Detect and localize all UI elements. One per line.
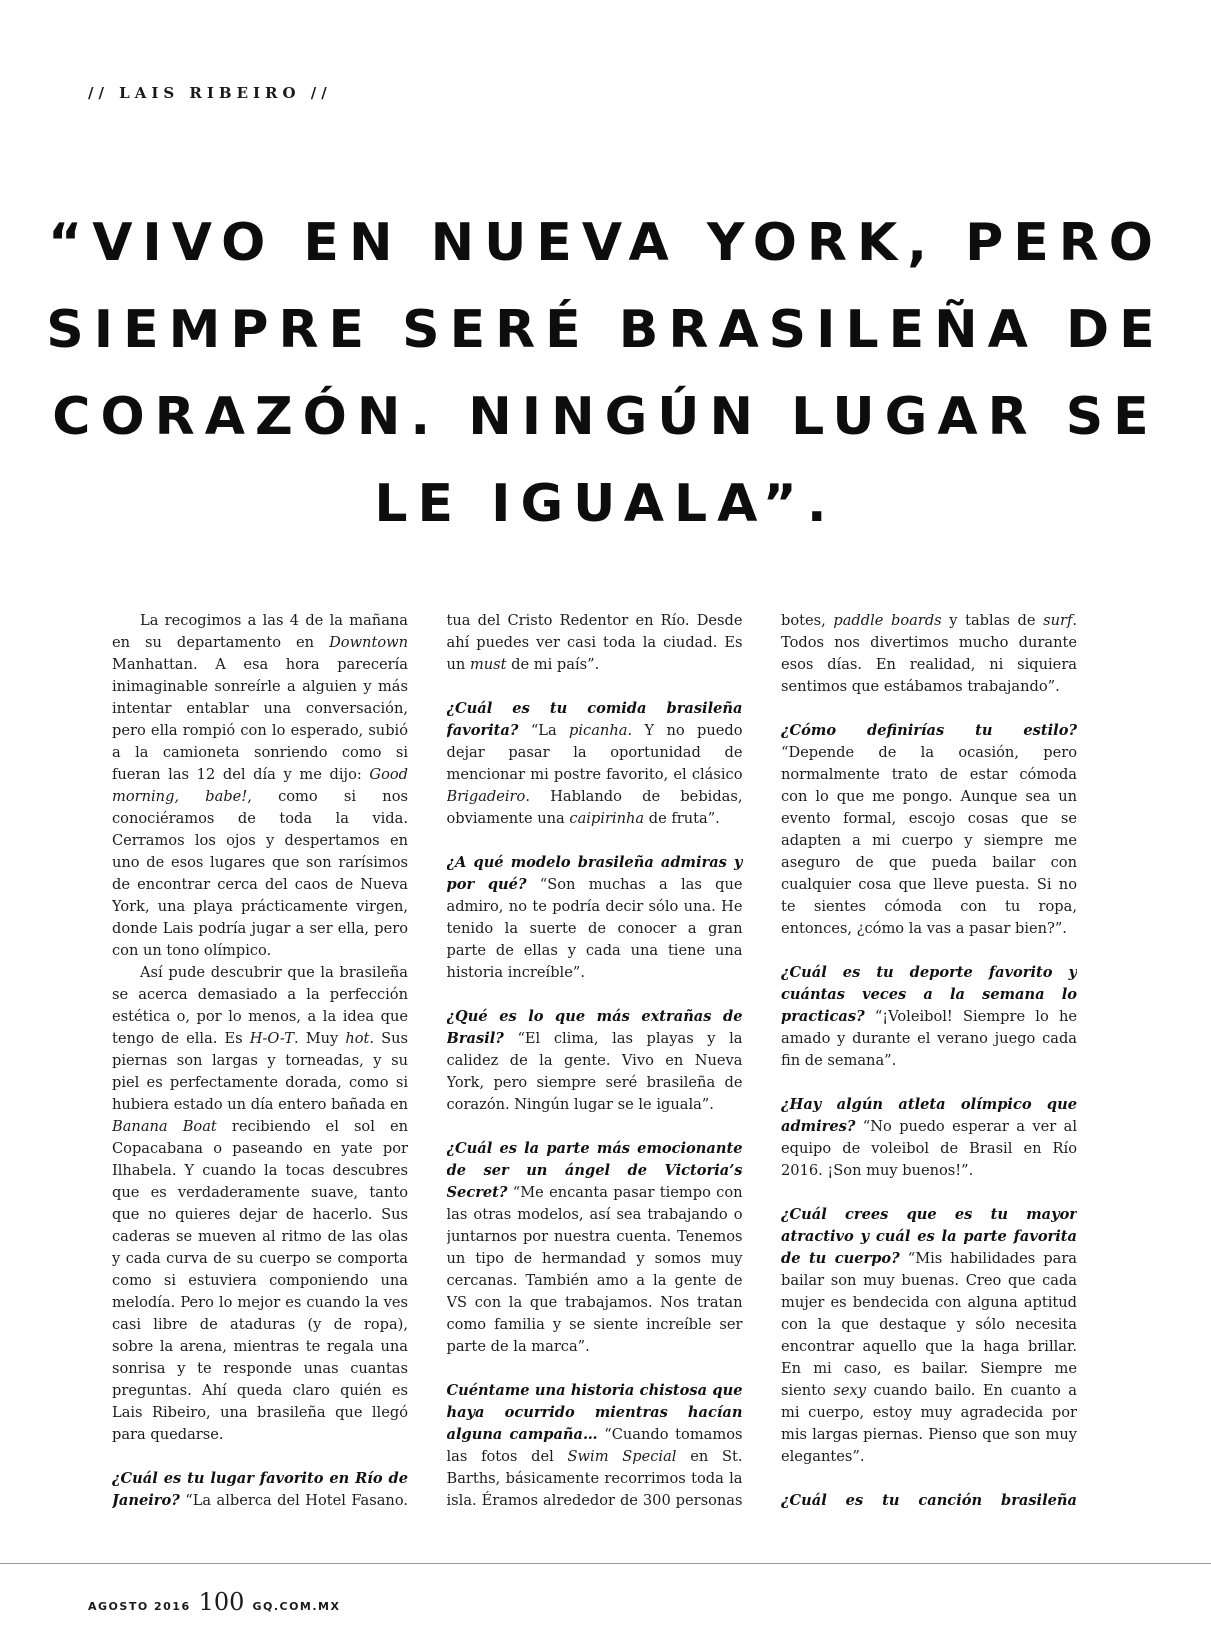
page-footer	[88, 1588, 340, 1620]
answer: “El clima, las playas y la calidez de la gente. Vivo en Nueva York, pero siempre seré brasileña de corazón. Ningún lugar se le iguala”.	[446, 1030, 743, 1113]
answer: “¡Voleibol! Siempre lo he amado y durante el verano juego cada fin de semana”.	[781, 1008, 1077, 1069]
section-kicker: // LAIS RIBEIRO //	[88, 84, 332, 102]
answer: “Son muchas a las que admiro, no te podría decir sólo una. He tenido la suerte de conocer a gran parte de ellas y cada una tiene una historia increíble”.	[446, 876, 743, 981]
intro-paragraph-1: La recogimos a las 4 de la mañana en su departamento en Downtown Manhattan. A esa hora parecería inimaginable sonreírle a alguien y más intentar entablar una conversación, pero ella rompió con lo esperado, subió a la camioneta sonriendo como si fueran las 12 del día y me dijo: Good morning, babe!, como si nos conociéramos de toda la vida. Cerramos los ojos y despertamos en uno de esos lugares que son rarísimos de encontrar cerca del caos de Nueva York, una playa prácticamente virgen, donde Lais podría jugar a ser ella, pero con un tono olímpico.	[112, 612, 408, 959]
question: ¿Qué es lo que más extrañas de Brasil?	[446, 1008, 743, 1047]
question: ¿Cuál es tu deporte favorito y cuántas veces a la semana lo practicas?	[781, 964, 1077, 1025]
answer-continuation: tua del Cristo Redentor en Río. Desde ahí puedes ver casi toda la ciudad. Es un must de mi país”.	[446, 612, 743, 673]
question: ¿A qué modelo brasileña admiras y por qué?	[446, 854, 743, 893]
qa-block	[781, 720, 1077, 940]
answer: “No puedo esperar a ver al equipo de voleibol de Brasil en Río 2016. ¡Son muy buenos!”.	[781, 1118, 1077, 1179]
question: ¿Hay algún atleta olímpico que admires?	[781, 1096, 1077, 1135]
article-column-1	[112, 610, 408, 1510]
article-column-2	[447, 610, 743, 1510]
question: ¿Cuál es tu lugar favorito en Río de Janeiro?	[112, 1470, 408, 1509]
question: ¿Cuál es tu comida brasileña favorita?	[446, 700, 743, 739]
article-body	[112, 610, 1077, 1510]
qa-block	[447, 1006, 743, 1116]
qa-block: ¿Cuál crees que es tu mayor atractivo y cuál es la parte favorita de tu cuerpo? “Mis habilidades para bailar son muy buenas. Creo que cada mujer es bendecida con alguna aptitud con la que destaque y sólo necesita encontrar aquello que la haga brillar. En mi caso, es bailar. Siempre me siento sexy cuando bailo. En cuanto a mi cuerpo, estoy muy agradecida por mis largas piernas. Pienso que son muy elegantes”.	[781, 1206, 1077, 1465]
question: ¿Cómo definirías tu estilo?	[781, 722, 1077, 739]
qa-block	[781, 1490, 1077, 1510]
qa-block	[447, 852, 743, 984]
qa-block	[112, 1468, 408, 1510]
footer-divider	[0, 1563, 1211, 1564]
question: ¿Cuál es tu canción brasileña	[781, 1492, 1077, 1509]
question: ¿Cuál crees que es tu mayor atractivo y cuál es la parte favorita de tu cuerpo?	[781, 1206, 1077, 1267]
question: Cuéntame una historia chistosa que haya ocurrido mientras hacían alguna campaña…	[446, 1382, 743, 1443]
page-number: 100	[198, 1588, 245, 1616]
qa-block	[447, 1138, 743, 1358]
pull-quote-headline: “VIVO EN NUEVA YORK, PERO SIEMPRE SERÉ BRASILEÑA DE CORAZÓN. NINGÚN LUGAR SE LE IGUALA”.	[46, 213, 1165, 534]
website: GQ.COM.MX	[252, 1600, 341, 1613]
article-column-3	[781, 610, 1077, 1510]
answer: “Me encanta pasar tiempo con las otras modelos, así sea trabajando o juntarnos por nuestra cuenta. Tenemos un tipo de hermandad y somos muy cercanas. También amo a la gente de VS con la que trabajamos. Nos tratan como familia y se siente increíble ser parte de la marca”.	[446, 1184, 743, 1355]
question: ¿Cuál es la parte más emocionante de ser un ángel de Victoria’s Secret?	[446, 1140, 743, 1201]
answer: “La alberca del Hotel Fasano.	[185, 1492, 408, 1509]
answer: “Depende de la ocasión, pero normalmente trato de estar cómoda con lo que me pongo. Aunque sea un evento formal, escojo cosas que se adapten a mi cuerpo y siempre me aseguro de que pueda bailar con cualquier cosa que lleve puesta. Si no te sientes cómoda con tu ropa, entonces, ¿cómo la vas a pasar bien?”.	[781, 744, 1077, 937]
qa-block: ¿Cuál es tu comida brasileña favorita? “La picanha. Y no puedo dejar pasar la oportunidad de mencionar mi postre favorito, el clásico Brigadeiro. Hablando de bebidas, obviamente una caipirinha de fruta”.	[446, 700, 743, 827]
qa-block: Cuéntame una historia chistosa que haya ocurrido mientras hacían alguna campaña… “Cuando tomamos las fotos del Swim Special en St. Barths, básicamente recorrimos toda la isla. Éramos alrededor de 300 personas	[446, 1382, 743, 1509]
answer-continuation: botes, paddle boards y tablas de surf. Todos nos divertimos mucho durante esos días. En realidad, ni siquiera sentimos que estábamos trabajando”.	[781, 612, 1077, 695]
qa-block	[781, 962, 1077, 1072]
intro-paragraph-2: Así pude descubrir que la brasileña se acerca demasiado a la perfección estética o, por lo menos, a la idea que tengo de ella. Es H-O-T. Muy hot. Sus piernas son largas y torneadas, y su piel es perfectamente dorada, como si hubiera estado un día entero bañada en Banana Boat recibiendo el sol en Copacabana o paseando en yate por Ilhabela. Y cuando la tocas descubres que es verdaderamente suave, tanto que no quieres dejar de hacerlo. Sus caderas se mueven al ritmo de las olas y cada curva de su cuerpo se comporta como si estuviera componiendo una melodía. Pero lo mejor es cuando la ves casi libre de ataduras (y de ropa), sobre la arena, mientras te regala una sonrisa y te responde unas cuantas preguntas. Ahí queda claro quién es Lais Ribeiro, una brasileña que llegó para quedarse.	[112, 964, 408, 1443]
issue-date: AGOSTO 2016	[88, 1600, 191, 1613]
qa-block	[781, 1094, 1077, 1182]
